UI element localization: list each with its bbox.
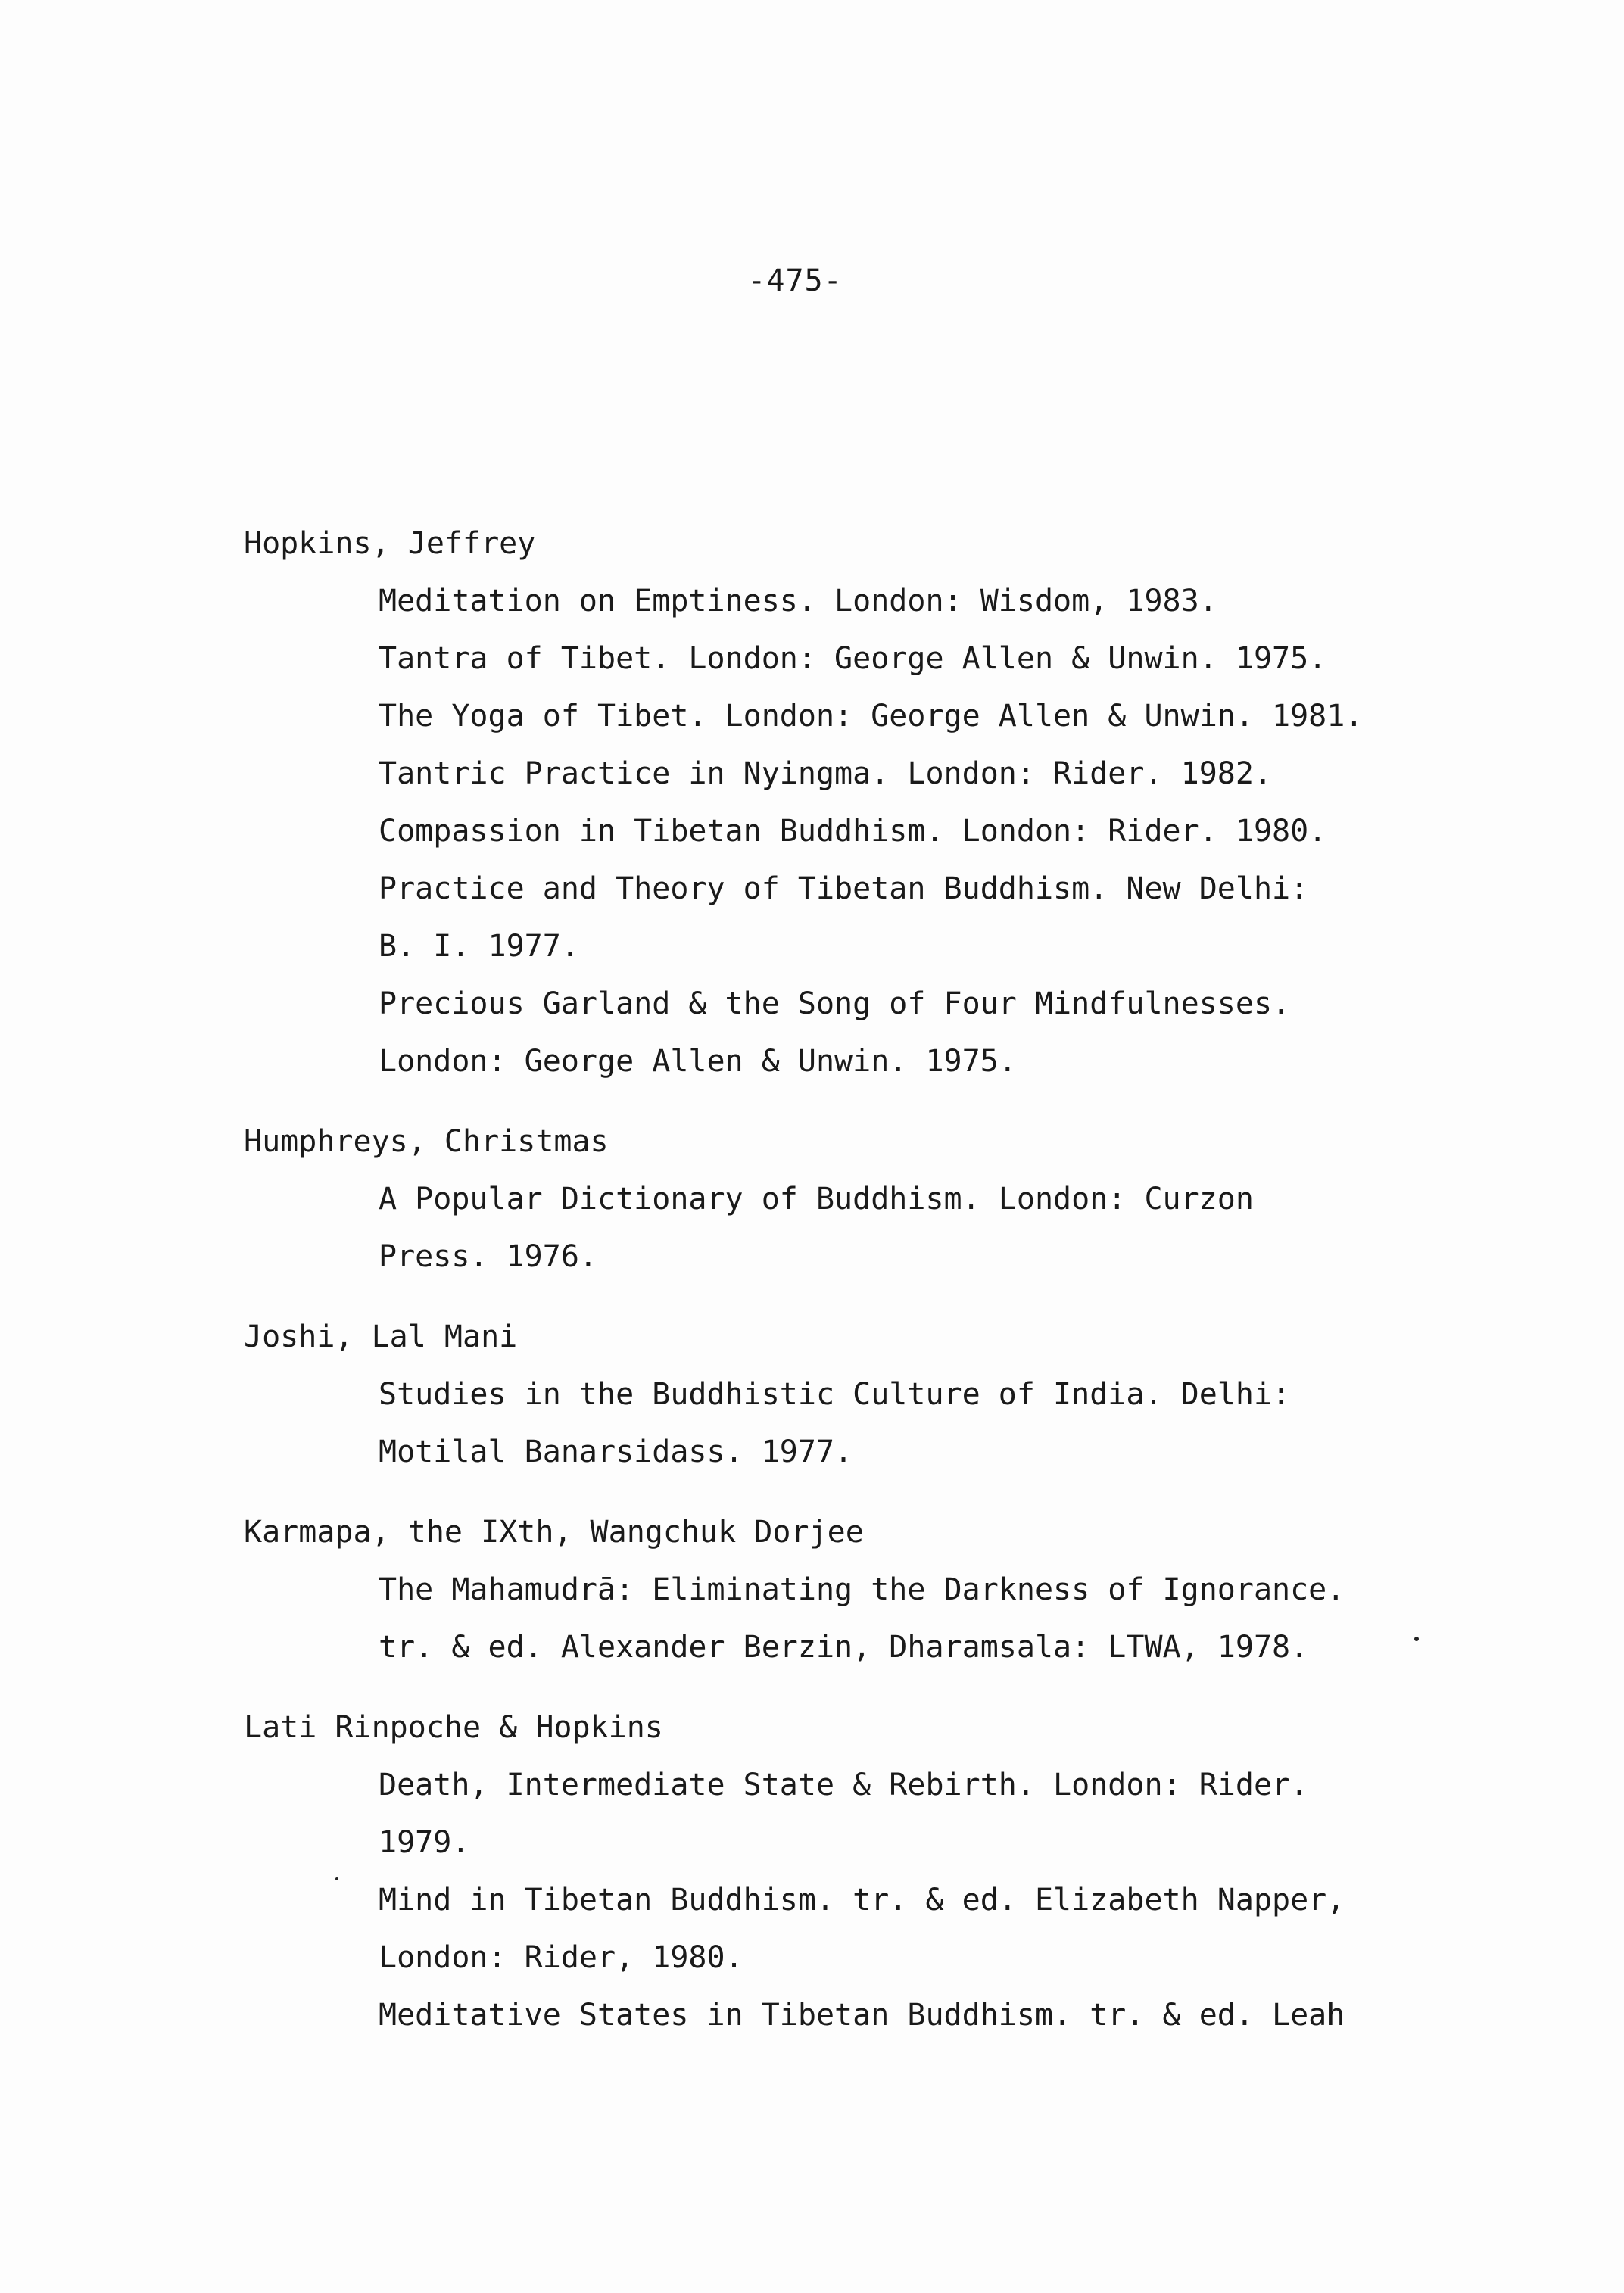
work-citation: Compassion in Tibetan Buddhism. London: Rider. 1980. [379,814,1327,849]
work-citation: Tantric Practice in Nyingma. London: Rider. 1982. [379,756,1273,791]
work-citation: The Mahamudrā: Eliminating the Darkness of Ignorance. tr. & ed. Alexander Berzin, Dharamsala: LTWA, 1978. [379,1572,1345,1665]
bibliography [244,515,1470,2067]
work-citation: Practice and Theory of Tibetan Buddhism. New Delhi: B. I. 1977. [379,871,1309,964]
works-list [244,1366,1470,1481]
bibliography-entry [244,1503,1470,1676]
work-citation: Mind in Tibetan Buddhism. tr. & ed. Elizabeth Napper, London: Rider, 1980. [379,1883,1345,1975]
ink-speck [335,1877,338,1880]
bibliography-entry [244,1308,1470,1481]
works-list [244,1756,1470,2044]
work-citation: The Yoga of Tibet. London: George Allen & Unwin. 1981. [379,699,1364,734]
works-list [244,572,1470,1090]
entry-author: Hopkins, Jeffrey [244,526,536,561]
entry-author: Karmapa, the IXth, Wangchuk Dorjee [244,1515,864,1550]
bibliography-entry [244,515,1470,1090]
work-citation: A Popular Dictionary of Buddhism. London: Curzon Press. 1976. [379,1182,1254,1274]
bibliography-entry [244,1699,1470,2044]
page-number: -475- [747,263,843,298]
work-citation: Precious Garland & the Song of Four Mindfulnesses. London: George Allen & Unwin. 1975. [379,986,1291,1079]
entry-author: Humphreys, Christmas [244,1124,609,1159]
works-list [244,1170,1470,1285]
work-citation: Meditative States in Tibetan Buddhism. tr. & ed. Leah [379,1998,1345,2033]
works-list [244,1561,1470,1676]
work-citation: Studies in the Buddhistic Culture of India. Delhi: Motilal Banarsidass. 1977. [379,1377,1291,1469]
work-citation: Death, Intermediate State & Rebirth. London: Rider. 1979. [379,1768,1309,1860]
entry-author: Lati Rinpoche & Hopkins [244,1710,663,1745]
work-citation: Meditation on Emptiness. London: Wisdom, 1983. [379,584,1217,618]
bibliography-entry [244,1113,1470,1285]
ink-speck [1414,1637,1419,1641]
entry-author: Joshi, Lal Mani [244,1319,518,1354]
work-citation: Tantra of Tibet. London: George Allen & Unwin. 1975. [379,641,1327,676]
